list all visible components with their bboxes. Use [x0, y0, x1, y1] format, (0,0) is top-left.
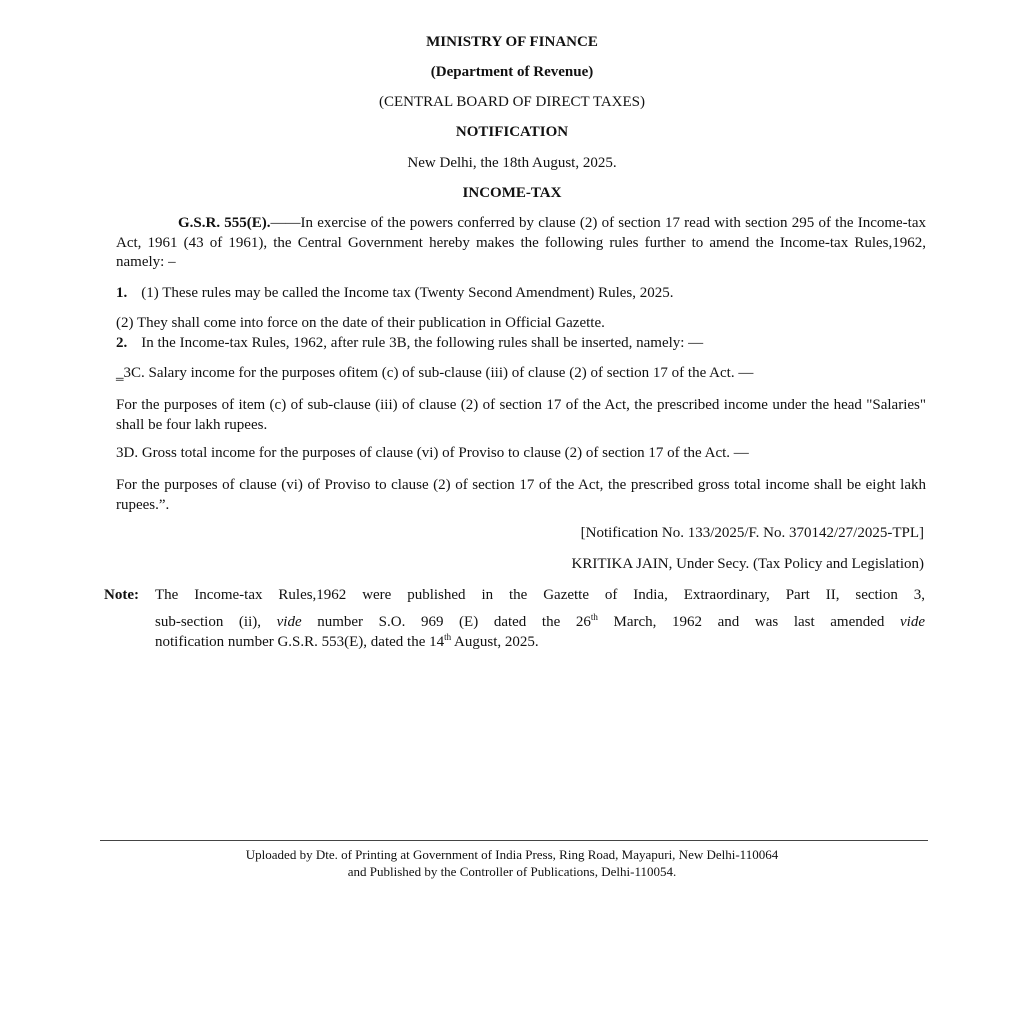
note-line-2-part-c: March, 1962 and was last amended	[597, 614, 901, 630]
footer-line-1: Uploaded by Dte. of Printing at Government of India Press, Ring Road, Mayapuri, New Delhi-110064	[245, 847, 779, 862]
rule-3d-body: For the purposes of clause (vi) of Proviso to clause (2) of section 17 of the Act, the prescribed gross total income shall be eight lakh rupees.”.	[116, 477, 926, 513]
dateline: New Delhi, the 18th August, 2025.	[407, 155, 617, 171]
rule-2-text: In the Income-tax Rules, 1962, after rule 3B, the following rules shall be inserted, namely: —	[141, 335, 704, 351]
rule-1	[116, 285, 674, 302]
footer-rule	[100, 840, 928, 841]
department-title: (Department of Revenue)	[430, 64, 594, 80]
note-line-2-part-b: number S.O. 969 (E) dated the 26	[301, 614, 591, 630]
note-line-2	[155, 614, 925, 631]
note-vide-1: vide	[276, 614, 302, 630]
note-line-3-part-b: August, 2025.	[451, 634, 539, 650]
board-title: (CENTRAL BOARD OF DIRECT TAXES)	[378, 94, 646, 110]
preamble-paragraph	[116, 214, 926, 273]
notification-reference: [Notification No. 133/2025/F. No. 370142/27/2025-TPL]	[580, 525, 924, 541]
note-vide-2: vide	[900, 614, 925, 630]
rule-3c-body: For the purposes of item (c) of sub-clause (iii) of clause (2) of section 17 of the Act, the prescribed income under the head "Salaries" shall be four lakh rupees.	[116, 397, 926, 433]
rule-3c-heading-text: Salary income for the purposes ofitem (c) of sub-clause (iii) of clause (2) of section 17 of the Act. —	[144, 365, 754, 381]
rule-3d-heading: 3D. Gross total income for the purposes of clause (vi) of Proviso to clause (2) of section 17 of the Act. —	[116, 445, 749, 461]
note-line-3-part-a: notification number G.S.R. 553(E), dated the 14	[155, 634, 445, 650]
rule-3c-heading	[116, 365, 753, 382]
note-line-2-part-a: sub-section (ii),	[155, 614, 277, 630]
rule-3c-prefix: ‗3C.	[116, 365, 145, 381]
note-line-3-superscript: th	[444, 632, 452, 642]
rule-1-text: (1) These rules may be called the Income tax (Twenty Second Amendment) Rules, 2025.	[141, 285, 674, 301]
note-line-3	[155, 634, 539, 651]
note-label: Note:	[104, 587, 139, 603]
rule-2	[116, 335, 703, 352]
preamble-text: ——In exercise of the powers conferred by clause (2) of section 17 read with section 295 of the Income-tax Act, 1961 (43 of 1961), the Central Government hereby makes the following rules further to amend the Income-tax Rules,1962, namely: –	[116, 215, 926, 270]
notification-heading: NOTIFICATION	[455, 124, 569, 140]
footer-line-2: and Published by the Controller of Publications, Delhi-110054.	[347, 864, 677, 879]
note-superscript-th: th	[590, 612, 598, 622]
rule-2-number: 2.	[116, 335, 128, 351]
gsr-number: G.S.R. 555(E).	[178, 215, 271, 231]
signatory: KRITIKA JAIN, Under Secy. (Tax Policy and Legislation)	[571, 556, 924, 572]
rule-1-2: (2) They shall come into force on the date of their publication in Official Gazette.	[116, 315, 605, 331]
ministry-title: MINISTRY OF FINANCE	[426, 34, 598, 50]
note-line-1: The Income-tax Rules,1962 were published in the Gazette of India, Extraordinary, Part II, section 3,	[155, 587, 925, 603]
subject-heading: INCOME-TAX	[462, 185, 562, 201]
rule-1-number: 1.	[116, 285, 128, 301]
